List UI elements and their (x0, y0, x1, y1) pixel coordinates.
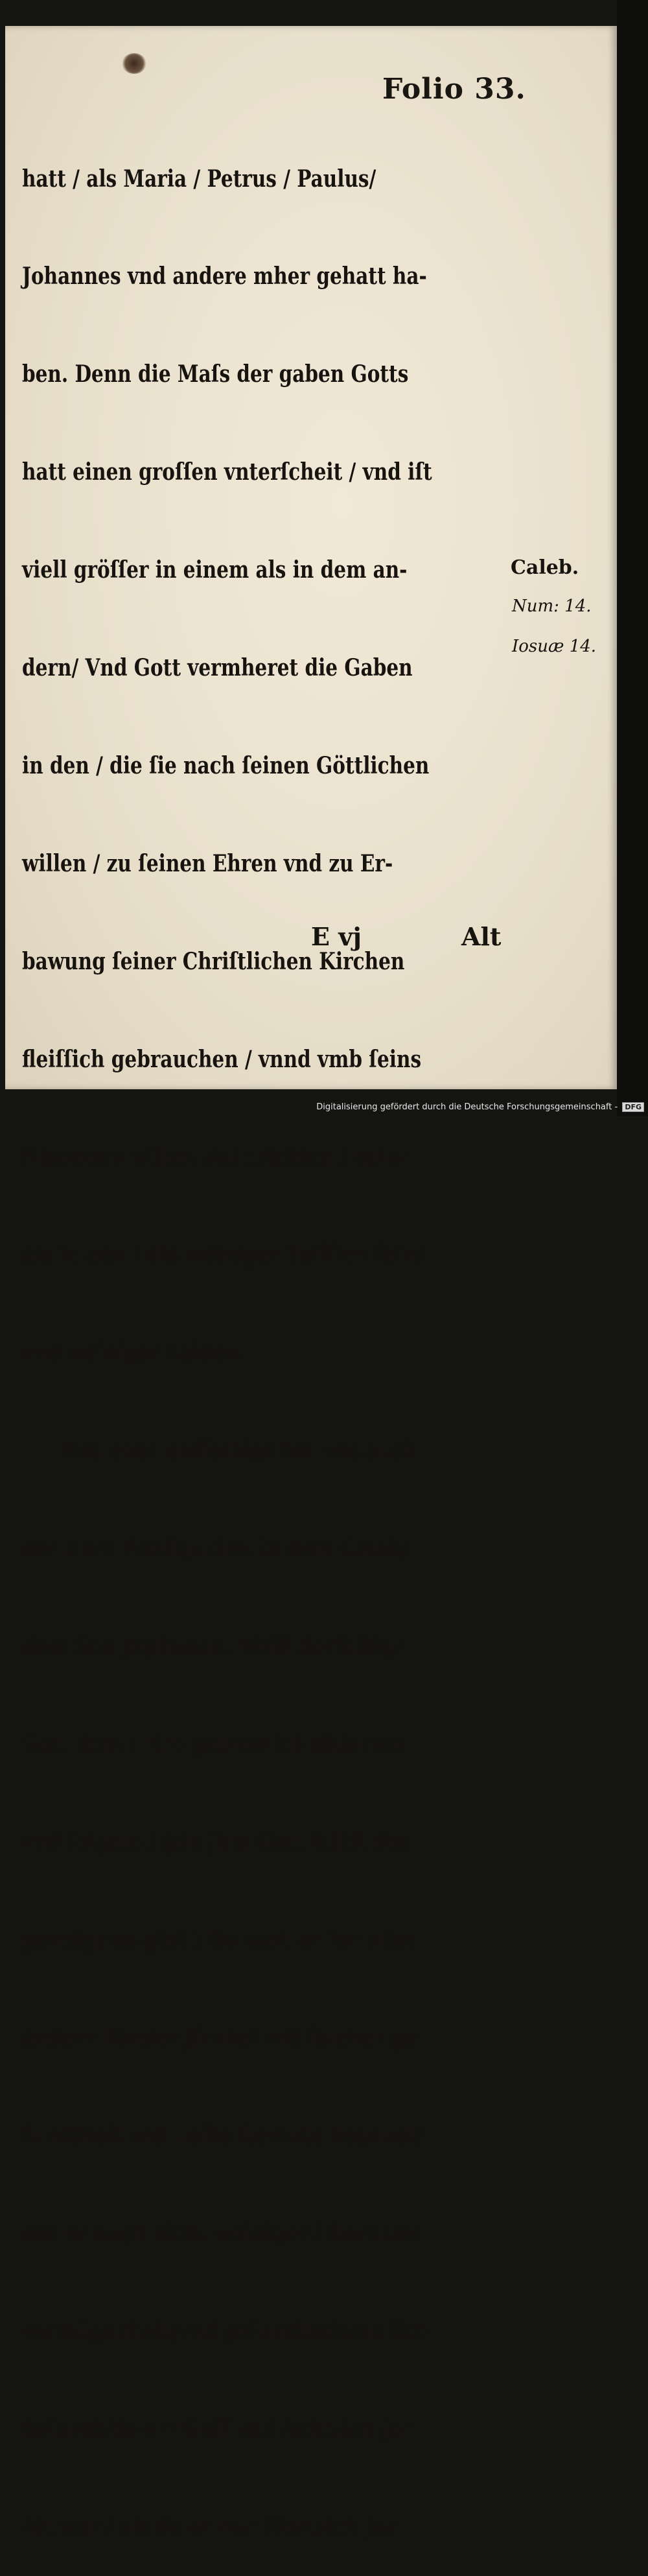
text-line: dem Son Jephunne. Weill derſelbig/ (22, 1632, 402, 1660)
scan-edge (617, 0, 648, 1116)
text-line: Nhamens willen viel erleiden / mher (22, 1143, 410, 1171)
text-line: willen / zu ſeinen Ehren vnd zu Er- (22, 849, 393, 877)
text-line: Vnd eben daſſelbige hat vns auch (60, 1437, 419, 1465)
text-line: vnd weiniger Leiden. (22, 1339, 246, 1367)
text-line: ben. Denn die Maſs der gaben Gotts (22, 360, 409, 388)
margin-note-joshua: Iosuæ 14. (512, 637, 597, 656)
text-line: Gott dem HErn getrewlich dhienete (22, 1730, 405, 1758)
text-line: befandt/do er Fünff vnd Achtzich jar (22, 2415, 411, 2443)
text-line: hatt / als Maria / Petrus / Paulus/ (22, 165, 376, 193)
text-line: dern/ Vnd Gott vermheret die Gaben (22, 654, 413, 682)
text-line: das er auch nicht weiniger / ſterckte/ (22, 2219, 421, 2247)
text-line: hatt einen groſſen vnterſcheit / vnd iſt (22, 458, 432, 486)
digitization-footer (316, 1102, 644, 1112)
text-line: vermügenheit/vnd geſundtheit/an ſich (22, 2317, 430, 2345)
dfg-logo: DFG (622, 1102, 644, 1112)
footer-text: Digitalisierung gefördert durch die Deutsche Forschungsgemeinschaft - (316, 1102, 618, 1112)
ink-stain (122, 53, 146, 74)
signature-mark: E vj (311, 922, 362, 951)
folio-header: Folio 33. (382, 73, 526, 106)
margin-note-numbers: Num: 14. (512, 597, 592, 616)
text-line: vnd folgete / (als jhm Gott ſelbſt des (22, 1828, 411, 1856)
text-line: Johannes vnd andere mher gehatt ha- (22, 263, 427, 290)
margin-note-caleb: Caleb. (511, 556, 579, 579)
text-line: fleiſſich gebrauchen / vnnd vmb ſeins (22, 1045, 422, 1073)
text-line: ſundtheit vnd Leibs ſterckte begabet/ (22, 2121, 422, 2149)
main-text-block (22, 97, 432, 2576)
text-line: andern Kinder Jſrahel mit ſolcher ge- (22, 2024, 424, 2051)
catchword: Alt (461, 922, 502, 951)
text-line: in den / die ſie nach ſeinen Göttlichen (22, 751, 430, 779)
text-line: Alt war / als do er nur Viertzich Jar (22, 2512, 397, 2540)
text-line: gezeügnus gibt ) Da wart er fur allen (22, 1926, 419, 1954)
text-line: viell gröſſer in einem als in dem an- (22, 556, 408, 584)
text-line: bawung ſeiner Chriſtlichen Kirchen (22, 947, 405, 975)
text-line: als in den / die weiniger fleiſſich ſein/ (22, 1241, 424, 1269)
text-line: der Herr Præfiguriret in dem Caleb/ (22, 1535, 409, 1563)
